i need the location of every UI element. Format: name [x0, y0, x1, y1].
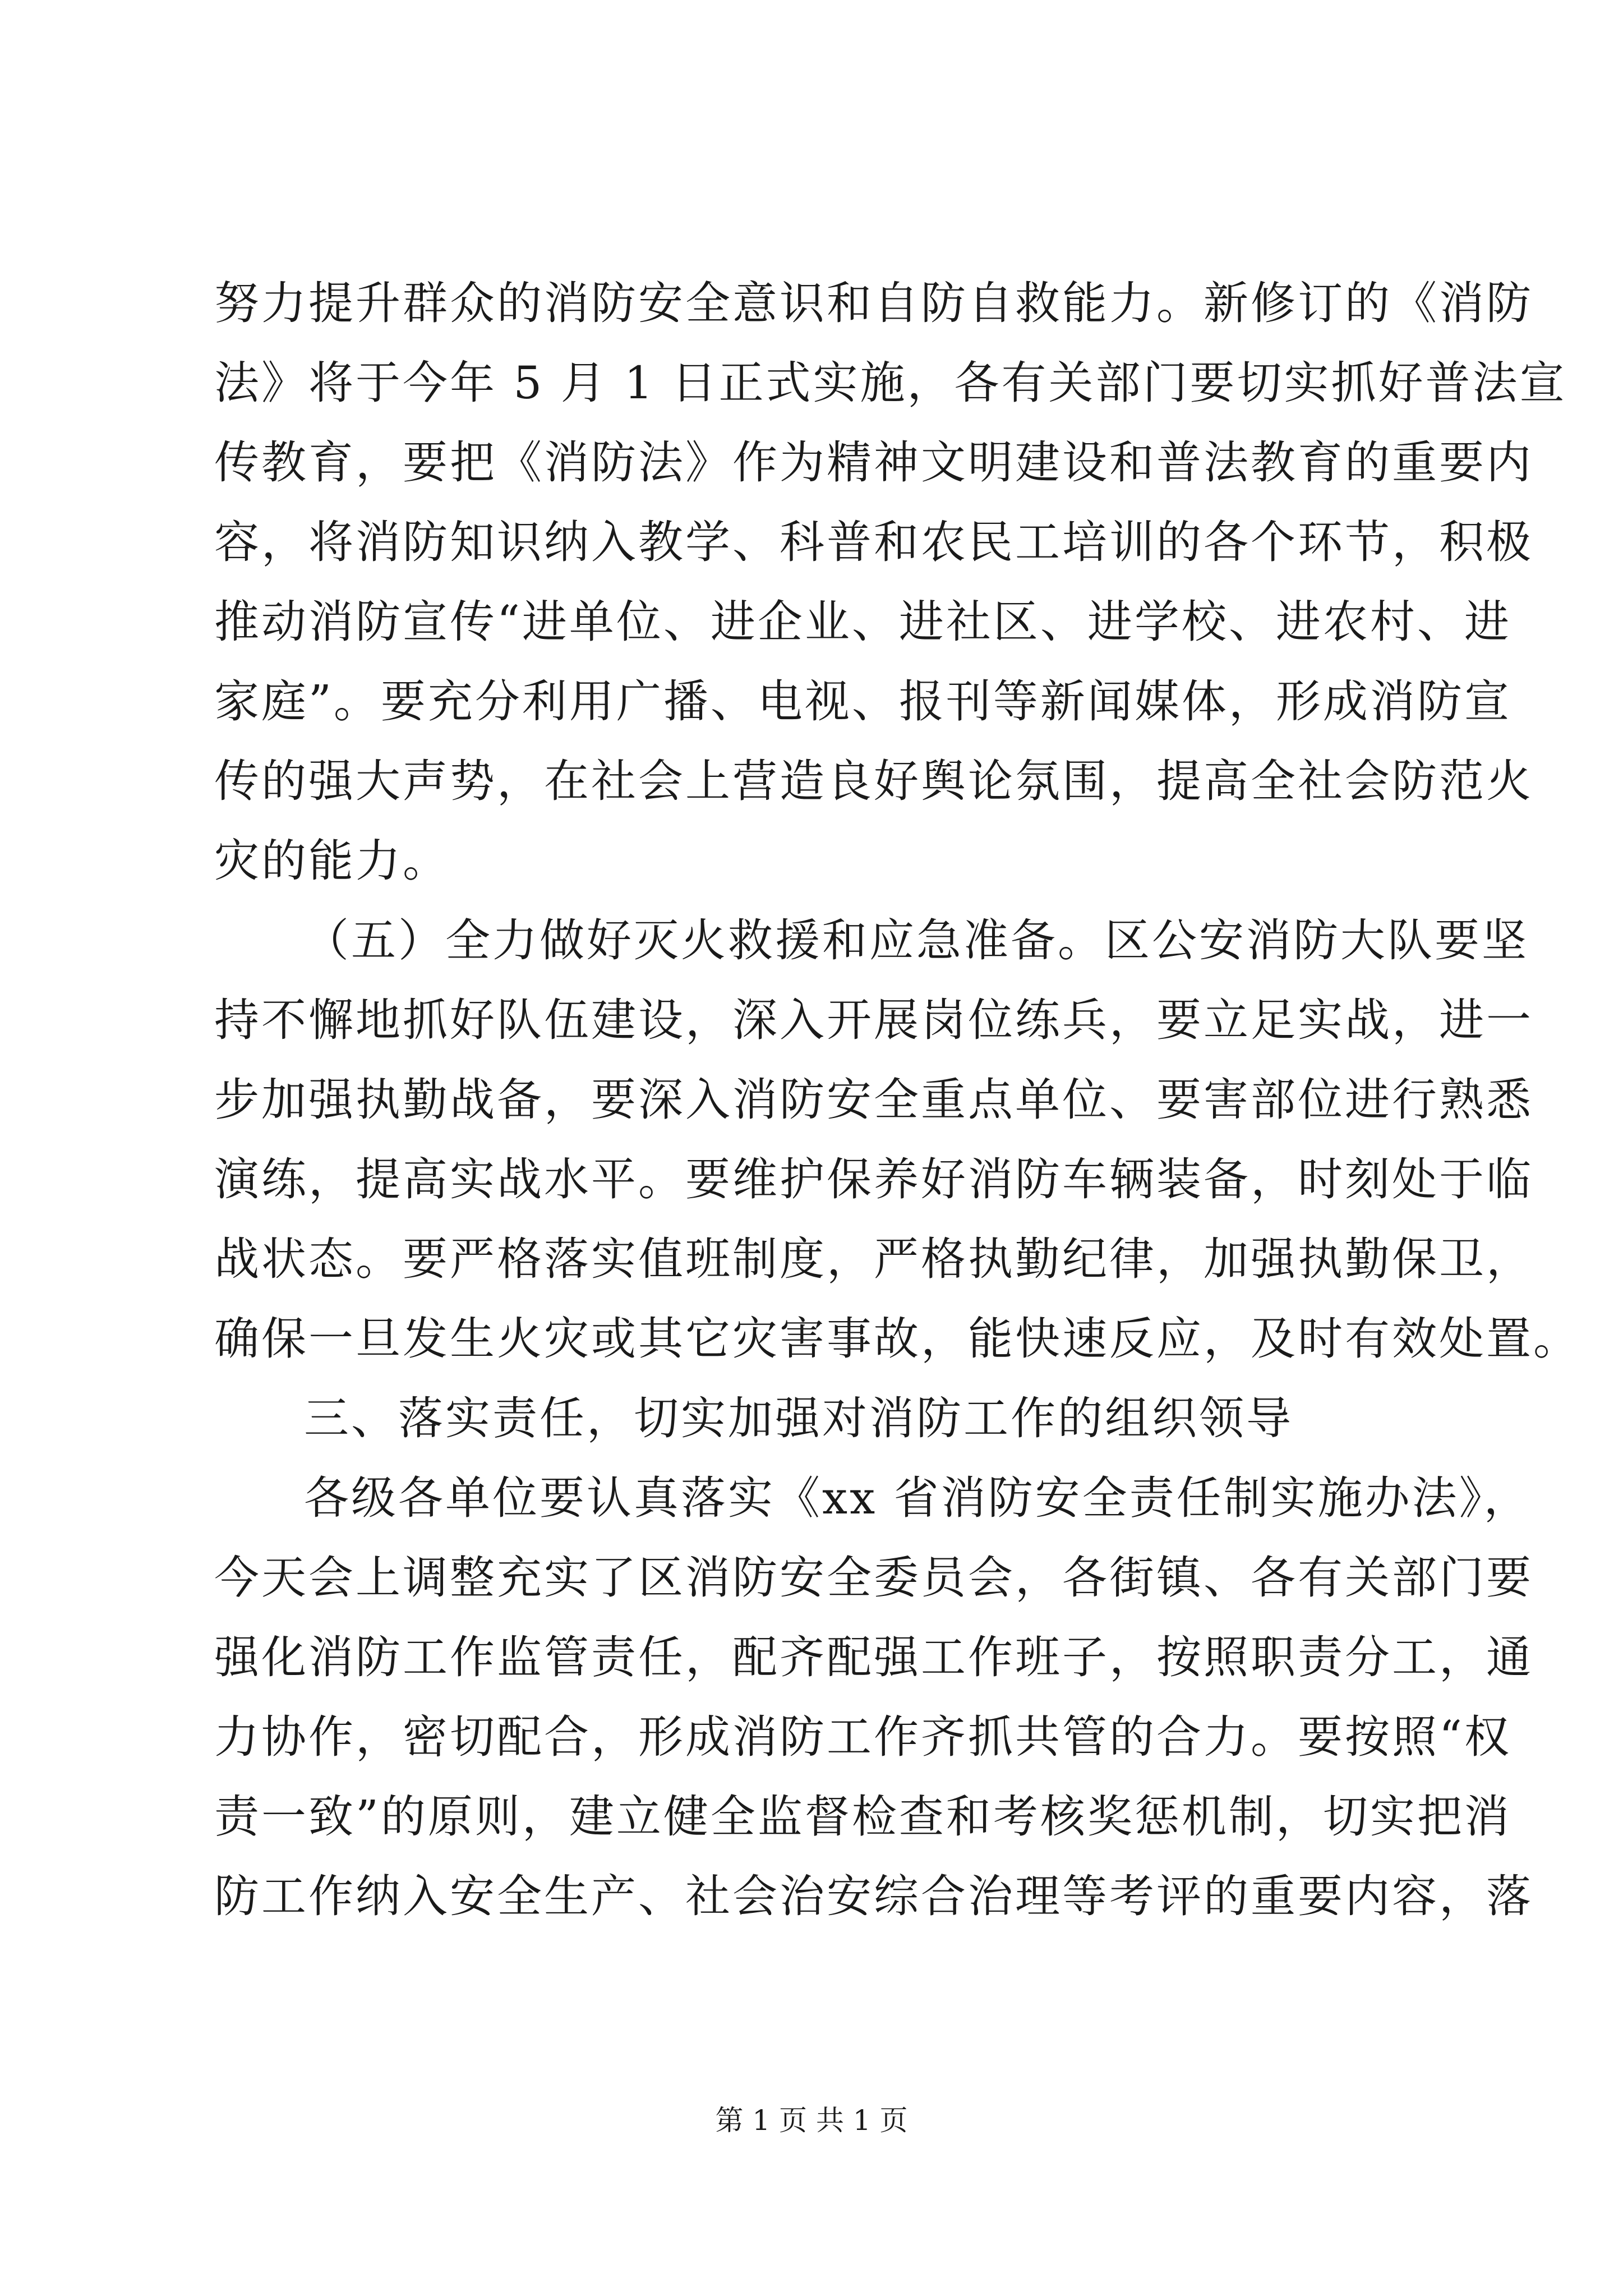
- text-line: 责一致”的原则，建立健全监督检查和考核奖惩机制，切实把消: [214, 1791, 1511, 1843]
- text-line: 演练，提高实战水平。要维护保养好消防车辆装备，时刻处于临: [214, 1153, 1533, 1205]
- text-line: 力协作，密切配合，形成消防工作齐抓共管的合力。要按照“权: [214, 1711, 1511, 1763]
- text-line: 努力提升群众的消防安全意识和自防自救能力。新修订的《消防: [214, 277, 1533, 329]
- text-line: 推动消防宣传“进单位、进企业、进社区、进学校、进农村、进: [214, 596, 1511, 648]
- page-number-footer: [0, 2098, 1623, 2143]
- text-line: 强化消防工作监管责任，配齐配强工作班子，按照职责分工，通: [214, 1631, 1533, 1683]
- text-line: 传的强大声势，在社会上营造良好舆论氛围，提高全社会防范火: [214, 755, 1533, 807]
- text-line: 步加强执勤战备，要深入消防安全重点单位、要害部位进行熟悉: [214, 1074, 1533, 1126]
- text-line: 家庭”。要充分利用广播、电视、报刊等新闻媒体，形成消防宣: [214, 675, 1511, 728]
- text-line: 传教育，要把《消防法》作为精神文明建设和普法教育的重要内: [214, 436, 1533, 489]
- section-three-heading: 三、落实责任，切实加强对消防工作的组织领导: [304, 1392, 1293, 1444]
- text-line: 法》将于今年 5 月 1 日正式实施，各有关部门要切实抓好普法宣: [214, 357, 1567, 409]
- section-five-heading-line: （五）全力做好灭火救援和应急准备。区公安消防大队要坚: [304, 914, 1529, 967]
- text-line: 容，将消防知识纳入教学、科普和农民工培训的各个环节，积极: [214, 516, 1533, 568]
- text-line: 各级各单位要认真落实《xx 省消防安全责任制实施办法》，: [304, 1472, 1531, 1524]
- text-line: 确保一旦发生火灾或其它灾害事故，能快速反应，及时有效处置。: [214, 1313, 1580, 1365]
- document-body: [214, 264, 1580, 1936]
- text-line: 灾的能力。: [214, 835, 450, 887]
- text-line: 今天会上调整充实了区消防安全委员会，各街镇、各有关部门要: [214, 1552, 1533, 1604]
- text-line: 持不懈地抓好队伍建设，深入开展岗位练兵，要立足实战，进一: [214, 994, 1533, 1046]
- text-line: 防工作纳入安全生产、社会治安综合治理等考评的重要内容，落: [214, 1870, 1533, 1922]
- page-number-label: 第 1 页 共 1 页: [715, 2104, 908, 2137]
- text-line: 战状态。要严格落实值班制度，严格执勤纪律，加强执勤保卫，: [214, 1233, 1533, 1285]
